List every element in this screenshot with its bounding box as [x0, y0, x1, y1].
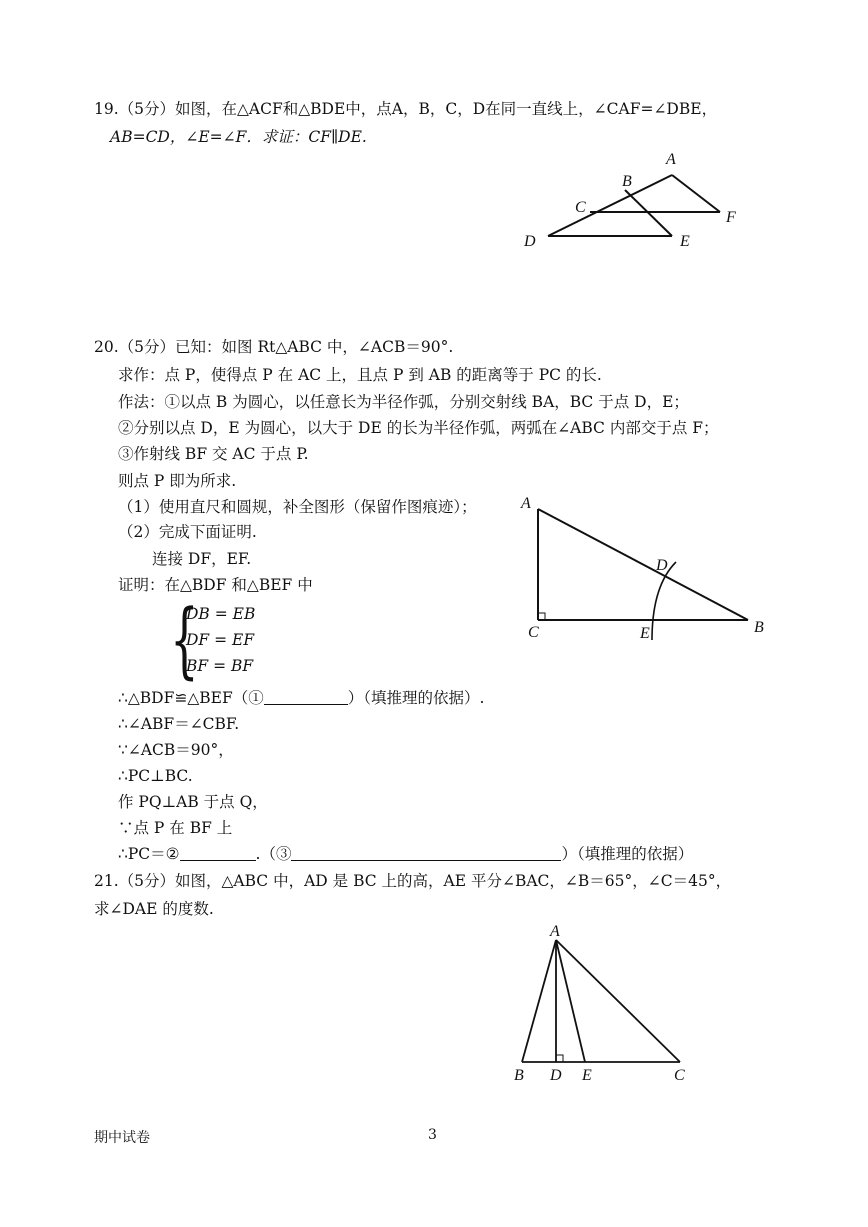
q20-line4: ②分别以点 D，E 为圆心，以大于 DE 的长为半径作弧，两弧在∠ABC 内部交于点 F； — [118, 419, 719, 437]
q20-label-A: A — [521, 495, 531, 512]
q20-label-E: E — [640, 625, 650, 642]
q20-line1: 20.（5分）已知：如图 Rt△ABC 中，∠ACB＝90°. — [94, 338, 454, 356]
q20-step3: ∵∠ACB＝90°， — [118, 741, 234, 759]
q19-label-B: B — [622, 173, 632, 190]
q20-label-B: B — [754, 619, 764, 636]
q21-label-B: B — [514, 1067, 524, 1084]
footer-title: 期中试卷 — [94, 1130, 150, 1146]
q20-line5: ③作射线 BF 交 AC 于点 P. — [118, 445, 309, 463]
q19-label-C: C — [575, 199, 586, 216]
q20-line9: 连接 DF，EF. — [152, 550, 252, 568]
q20-step4: ∴PC⊥BC. — [118, 767, 193, 785]
q20-line7: （1）使用直尺和圆规，补全图形（保留作图痕迹）； — [118, 498, 477, 516]
q20-sys1: DB = EB — [186, 605, 256, 623]
page-number: 3 — [428, 1127, 437, 1143]
q20-step7-text: ∴PC＝② — [118, 845, 180, 863]
q21-label-C: C — [674, 1067, 685, 1084]
q20-line10: 证明：在△BDF 和△BEF 中 — [118, 576, 313, 594]
q20-sys2: DF = EF — [186, 631, 255, 649]
q20-step1-tail: ）（填推理的依据）. — [347, 689, 485, 707]
q20-line2: 求作：点 P，使得点 P 在 AC 上，且点 P 到 AB 的距离等于 PC 的长. — [118, 366, 602, 384]
q21-line2: 求∠DAE 的度数. — [94, 900, 214, 918]
q20-line6: 则点 P 即为所求. — [118, 472, 237, 490]
q19-label-D: D — [524, 233, 536, 250]
q19-label-E: E — [680, 233, 690, 250]
q19-label-A: A — [666, 151, 676, 168]
q20-step6: ∵点 P 在 BF 上 — [118, 819, 233, 837]
q20-step1-text: ∴△BDF≌△BEF（① — [118, 689, 264, 707]
q20-step5: 作 PQ⊥AB 于点 Q， — [118, 793, 268, 811]
q20-step7-mid: .（③ — [255, 845, 292, 863]
q20-label-C: C — [528, 624, 539, 641]
q19-line1: 19.（5分）如图，在△ACF和△BDE中，点A，B，C，D在同一直线上，∠CAF=∠DBE， — [94, 100, 718, 118]
q20-step2: ∴∠ABF＝∠CBF. — [118, 715, 240, 733]
system-brace: { — [170, 593, 199, 688]
q20-sys3: BF = BF — [186, 657, 254, 675]
q20-label-D: D — [656, 557, 668, 574]
q20-step7-tail: ）（填推理的依据） — [561, 845, 694, 863]
q21-label-A: A — [550, 923, 560, 940]
q19-line2: AB=CD，∠E=∠F．求证：CF∥DE. — [110, 128, 367, 146]
q21-label-E: E — [582, 1067, 592, 1084]
q20-line3: 作法：①以点 B 为圆心，以任意长为半径作弧，分别交射线 BA，BC 于点 D，E； — [118, 393, 689, 411]
q19-label-F: F — [726, 209, 736, 226]
q21-line1: 21.（5分）如图，△ABC 中，AD 是 BC 上的高，AE 平分∠BAC，∠B＝65°，∠C＝45°， — [94, 872, 732, 890]
q21-label-D: D — [550, 1067, 562, 1084]
q20-line8: （2）完成下面证明. — [118, 523, 257, 541]
